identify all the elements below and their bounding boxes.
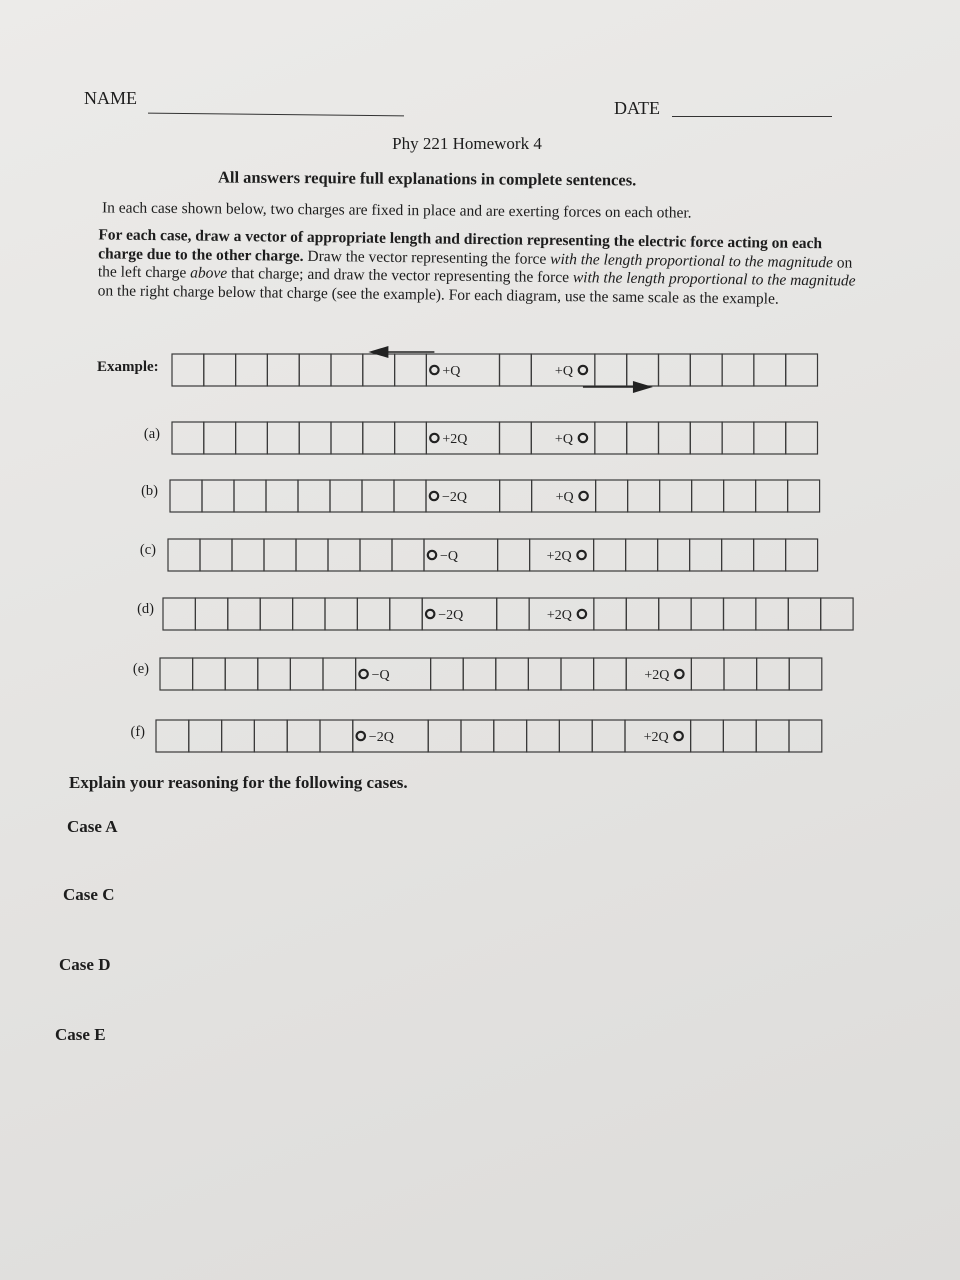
a-boxes [172, 422, 818, 454]
a-grid-box [786, 422, 818, 454]
d-grid-box [163, 598, 195, 630]
c-grid-box [264, 539, 296, 571]
c-grid-box [722, 539, 754, 571]
example-right-charge-label: +Q [554, 364, 573, 379]
example-grid-box [267, 354, 299, 386]
f-right-charge-dot [674, 732, 682, 740]
d-grid-box [293, 598, 325, 630]
c-left-charge-dot [428, 551, 436, 559]
c-grid-box [690, 539, 722, 571]
d-grid-box [626, 598, 658, 630]
instructions-text-1: Draw the vector representing the force [303, 247, 551, 268]
e-grid-box [193, 658, 226, 690]
f-grid-box [222, 720, 255, 752]
e-grid-box [789, 658, 822, 690]
row-grid-e [160, 654, 820, 694]
instructions-text-2: on the left charge [97, 253, 853, 282]
b-boxes [170, 480, 820, 512]
d-grid-box [357, 598, 389, 630]
f-grid-box [461, 720, 494, 752]
example-grid-box [331, 354, 363, 386]
b-grid-box [660, 480, 692, 512]
e-grid-box [258, 658, 291, 690]
f-grid-box [494, 720, 527, 752]
a-grid-box [363, 422, 395, 454]
instructions-italic-2: above [190, 264, 228, 282]
c-grid-box [360, 539, 392, 571]
example-right-arrowhead [633, 381, 653, 393]
a-right-charge-label: +Q [554, 432, 573, 447]
example-grid-box [722, 354, 754, 386]
example-label: Example: [97, 359, 159, 375]
example-grid-box [363, 354, 395, 386]
a-right-charge-dot [579, 434, 587, 442]
instructions-text-3: that charge; and draw the vector representing the force [227, 264, 573, 287]
e-grid-box [724, 658, 757, 690]
c-grid-box [626, 539, 658, 571]
e-grid-box [561, 658, 594, 690]
c-right-charge-dot [577, 551, 585, 559]
case-a-label: Case A [67, 817, 118, 836]
b-grid-box [202, 480, 234, 512]
e-grid-box [496, 658, 529, 690]
b-grid-box [330, 480, 362, 512]
row-grid-d [163, 594, 823, 634]
example-grid-box [426, 354, 499, 386]
case-d-label: Case D [59, 955, 111, 974]
d-left-charge-label: −2Q [438, 608, 464, 623]
example-grid-box [395, 354, 427, 386]
b-grid-box [756, 480, 788, 512]
c-grid-box [232, 539, 264, 571]
instructions-text-4: on the right charge below that charge (see the example). For each diagram, use the same scale as the example. [97, 281, 779, 308]
instructions-italic-3: with the length proportional to the magnitude [572, 269, 856, 290]
c-grid-box [392, 539, 424, 571]
example-grid-box [595, 354, 627, 386]
d-grid-box [325, 598, 357, 630]
c-boxes [168, 539, 818, 571]
f-grid-box [789, 720, 822, 752]
f-left-charge-dot [357, 732, 365, 740]
b-grid-box [298, 480, 330, 512]
case-e-label: Case E [55, 1025, 106, 1044]
a-grid-box [754, 422, 786, 454]
c-grid-box [168, 539, 200, 571]
f-boxes [156, 720, 822, 752]
e-grid-box [290, 658, 323, 690]
example-grid-box [500, 354, 532, 386]
c-grid-box [296, 539, 328, 571]
d-grid-box [260, 598, 292, 630]
b-grid-box [394, 480, 426, 512]
d-grid-box [724, 598, 756, 630]
e-grid-box [160, 658, 193, 690]
b-grid-box [266, 480, 298, 512]
f-grid-box [189, 720, 222, 752]
row-label-f: (f) [130, 724, 145, 740]
b-left-charge-label: −2Q [442, 490, 468, 505]
c-right-charge-label: +2Q [546, 549, 572, 564]
b-grid-box [724, 480, 756, 512]
d-grid-box [195, 598, 227, 630]
a-grid-box [204, 422, 236, 454]
course-title: Phy 221 Homework 4 [392, 134, 542, 153]
example-grid [172, 350, 812, 390]
d-grid-box [788, 598, 820, 630]
c-grid-box [786, 539, 818, 571]
d-grid-box [821, 598, 853, 630]
f-grid-box [559, 720, 592, 752]
a-grid-box [500, 422, 532, 454]
name-label: NAME [84, 88, 137, 108]
f-grid-box [691, 720, 724, 752]
row-label-d: (d) [137, 601, 154, 617]
c-grid-box [200, 539, 232, 571]
example-grid-box [627, 354, 659, 386]
row-grid-a [172, 418, 812, 458]
f-grid-box [156, 720, 189, 752]
a-grid-box [331, 422, 363, 454]
e-grid-box [431, 658, 464, 690]
a-grid-box [172, 422, 204, 454]
d-grid-box [594, 598, 626, 630]
a-grid-box [267, 422, 299, 454]
f-left-charge-label: −2Q [368, 730, 394, 745]
row-grid-b [170, 476, 810, 516]
d-grid-box [659, 598, 691, 630]
f-grid-box [527, 720, 560, 752]
d-right-charge-label: +2Q [546, 608, 572, 623]
row-label-c: (c) [139, 542, 156, 558]
a-grid-box [690, 422, 722, 454]
f-grid-box [254, 720, 287, 752]
d-grid-box [228, 598, 260, 630]
a-grid-box [722, 422, 754, 454]
example-boxes [172, 354, 818, 386]
d-grid-box [756, 598, 788, 630]
b-grid-box [788, 480, 820, 512]
b-grid-box [234, 480, 266, 512]
f-grid-box [287, 720, 320, 752]
name-line[interactable] [148, 113, 404, 117]
e-right-charge-dot [675, 670, 683, 678]
example-grid-box [690, 354, 722, 386]
a-left-charge-dot [430, 434, 438, 442]
e-grid-box [594, 658, 627, 690]
a-grid-box [595, 422, 627, 454]
c-grid-box [498, 539, 530, 571]
example-grid-box [754, 354, 786, 386]
example-grid-box [299, 354, 331, 386]
b-grid-box [170, 480, 202, 512]
instructions-bold: For each case, draw a vector of appropriate length and direction representing the electric force acting on each charge due to the other charge. [98, 226, 823, 265]
e-grid-box [528, 658, 561, 690]
c-grid-box [754, 539, 786, 571]
f-grid-box [320, 720, 353, 752]
c-grid-box [658, 539, 690, 571]
example-grid-box [659, 354, 691, 386]
e-grid-box [757, 658, 790, 690]
intro-line: In each case shown below, two charges are fixed in place and are exerting forces on each other. [101, 199, 692, 222]
explain-heading: Explain your reasoning for the following cases. [69, 773, 408, 792]
f-grid-box [723, 720, 756, 752]
example-left-arrowhead [368, 346, 388, 358]
f-grid-box [756, 720, 789, 752]
b-grid-box [628, 480, 660, 512]
example-grid-box [172, 354, 204, 386]
example-grid-box [236, 354, 268, 386]
e-grid-box [463, 658, 496, 690]
row-label-e: (e) [132, 661, 149, 677]
example-left-charge-dot [430, 366, 438, 374]
row-grid-f [156, 716, 821, 756]
c-left-charge-label: −Q [440, 549, 459, 564]
f-grid-box [428, 720, 461, 752]
b-right-charge-dot [579, 492, 587, 500]
a-grid-box [659, 422, 691, 454]
d-grid-box [390, 598, 422, 630]
a-grid-box [627, 422, 659, 454]
instructions-paragraph [98, 226, 859, 309]
example-left-charge-label: +Q [442, 364, 461, 379]
d-grid-box [497, 598, 529, 630]
e-grid-box [225, 658, 258, 690]
c-grid-box [328, 539, 360, 571]
b-right-charge-label: +Q [555, 490, 574, 505]
instructions-italic-1: with the length proportional to the magnitude [550, 250, 833, 271]
c-grid-box [424, 539, 498, 571]
d-left-charge-dot [426, 610, 434, 618]
e-grid-box [691, 658, 724, 690]
a-grid-box [395, 422, 427, 454]
d-right-charge-dot [578, 610, 586, 618]
b-grid-box [362, 480, 394, 512]
instructions-heading: All answers require full explanations in complete sentences. [217, 167, 637, 190]
b-left-charge-dot [430, 492, 438, 500]
row-label-a: (a) [143, 426, 160, 442]
b-grid-box [500, 480, 532, 512]
e-left-charge-dot [359, 670, 367, 678]
b-grid-box [596, 480, 628, 512]
a-grid-box [236, 422, 268, 454]
date-line[interactable] [672, 116, 832, 117]
d-grid-box [691, 598, 723, 630]
example-right-charge-dot [579, 366, 587, 374]
e-grid-box [323, 658, 356, 690]
e-boxes [160, 658, 822, 690]
b-grid-box [692, 480, 724, 512]
e-left-charge-label: −Q [371, 668, 390, 683]
row-label-b: (b) [141, 483, 158, 499]
c-grid-box [594, 539, 626, 571]
row-grid-c [168, 535, 808, 575]
case-c-label: Case C [63, 885, 115, 904]
e-right-charge-label: +2Q [644, 668, 670, 683]
f-right-charge-label: +2Q [643, 730, 669, 745]
f-grid-box [592, 720, 625, 752]
date-label: DATE [614, 98, 660, 118]
example-grid-box [786, 354, 818, 386]
a-left-charge-label: +2Q [442, 432, 468, 447]
d-boxes [163, 598, 853, 630]
example-grid-box [204, 354, 236, 386]
a-grid-box [299, 422, 331, 454]
